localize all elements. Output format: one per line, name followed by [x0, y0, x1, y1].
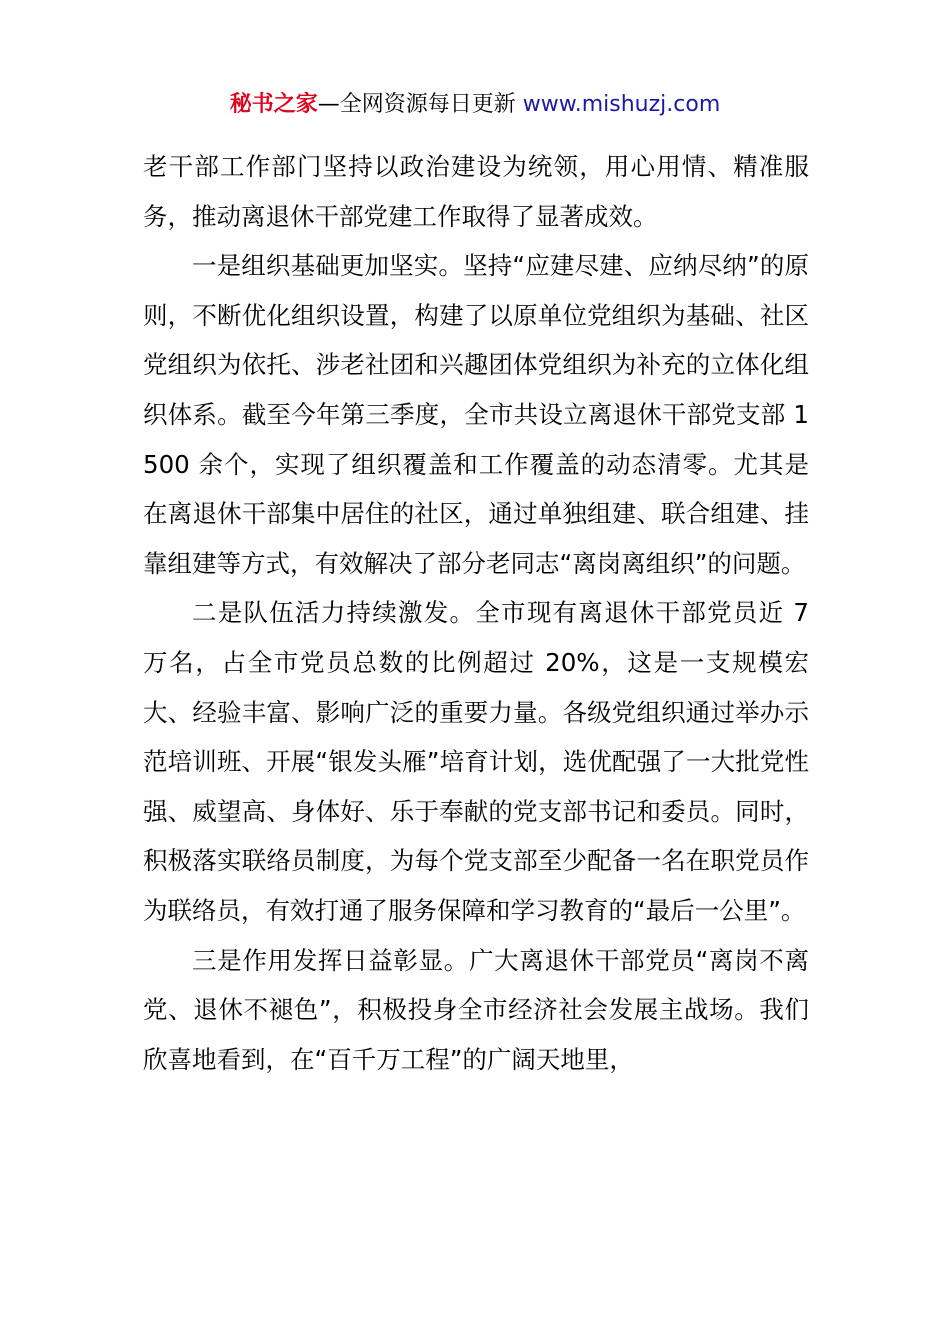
header-tagline: —全网资源每日更新 — [317, 92, 523, 117]
brand-name: 秘书之家 — [229, 92, 318, 117]
paragraph-organization: 一是组织基础更加坚实。坚持“应建尽建、应纳尽纳”的原则，不断优化组织设置，构建了以原单位党组织为基础、社区党组织为依托、涉老社团和兴趣团体党组织为补充的立体化组织体系。截至今年第三季度，全市共设立离退休干部党支部 1500 余个，实现了组织覆盖和工作覆盖的动态清零。尤其是在离退休干部集中居住的社区，通过单独组建、联合组建、挂靠组建等方式，有效解决了部分老同志“离岗离组织”的问题。 — [143, 251, 809, 578]
paragraph-role: 三是作用发挥日益彰显。广大离退休干部党员“离岗不离党、退休不褪色”，积极投身全市经济社会发展主战场。我们欣喜地看到，在“百千万工程”的广阔天地里， — [143, 945, 809, 1074]
page-header — [0, 88, 950, 122]
website-link[interactable]: www.mishuzj.com — [522, 92, 721, 117]
paragraph-intro: 老干部工作部门坚持以政治建设为统领，用心用情、精准服务，推动离退休干部党建工作取得了显著成效。 — [143, 152, 809, 231]
document-body — [143, 142, 809, 1084]
paragraph-team-vitality: 二是队伍活力持续激发。全市现有离退休干部党员近 7 万名，占全市党员总数的比例超过 20%，这是一支规模宏大、经验丰富、影响广泛的重要力量。各级党组织通过举办示范培训班、开展“银发头雁”培育计划，选优配强了一大批党性强、威望高、身体好、乐于奉献的党支部书记和委员。同时，积极落实联络员制度，为每个党支部至少配备一名在职党员作为联络员，有效打通了服务保障和学习教育的“最后一公里”。 — [143, 598, 809, 925]
